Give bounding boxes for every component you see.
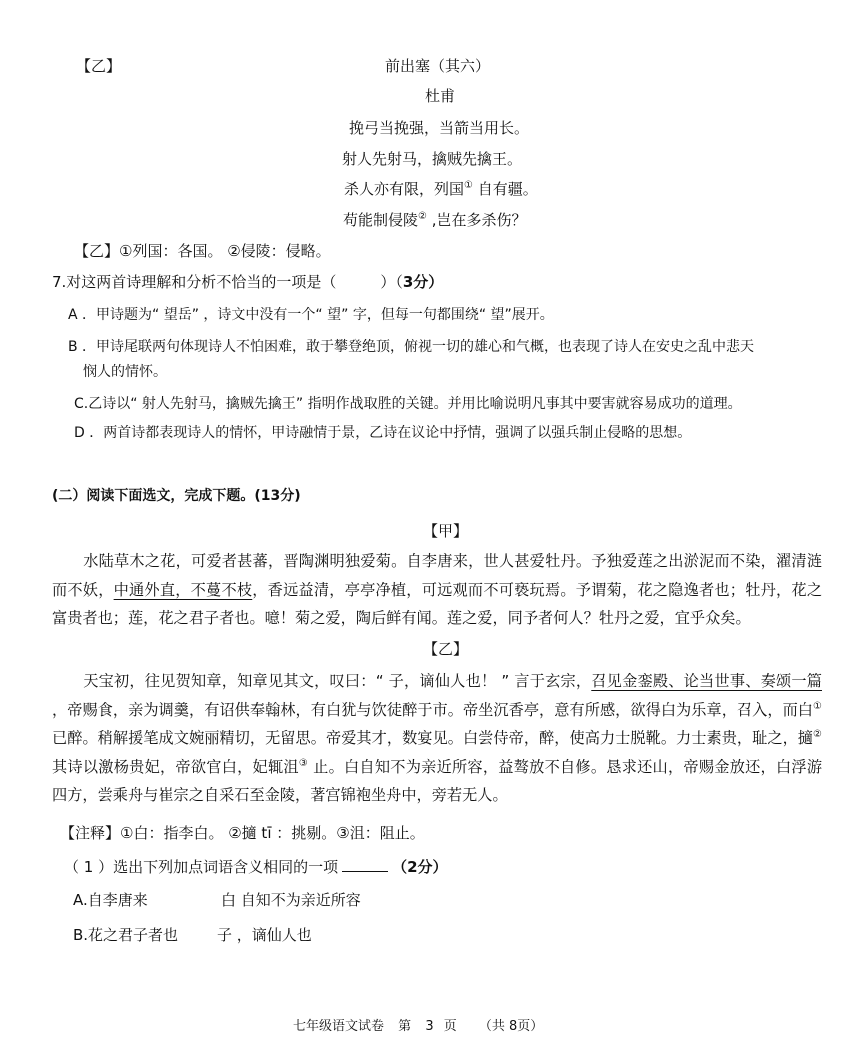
section-label-yi: 【乙】 [76,57,122,75]
footnote-mark: ③ [298,757,309,769]
section-2-heading: (二）阅读下面选文，完成下题。(13分) [52,488,301,504]
poem-line-3-text-a: 杀人亦有限，列国 [344,180,465,198]
footnote-mark: ② [813,728,822,740]
footer-page-total: （共 8页） [478,1019,544,1034]
passage-yi-text-5: 止。白自知不为亲近所容，益骜放不自修。恳求还山，帝赐金放还，白浮游四方，尝乘舟与崔宗之自采石至金陵，著宫锦袍坐舟中，旁若无人。 [52,757,823,804]
poem-line-4-text-b: ,岂在多杀伤？ [426,211,527,229]
section-label-jia: 【甲】 [423,522,469,540]
option-c: C.乙诗以“ 射人先射马，擒贼先擒王” 指明作战取胜的关键。并用比喻说明凡事其中要害就容易成功的道理。 [74,396,742,412]
passage-yi-text-2: ，帝赐食，亲为调羹，有诏供奉翰林，有白犹与饮徒醉于市。帝坐沉香亭，意有所感，欲得白为乐章，召入，而白 [52,700,814,719]
question-7-text: 7.对这两首诗理解和分析不恰当的一项是（ [52,273,337,291]
poem-line-4-text-a: 苟能制侵陵 [343,211,419,229]
footer-page-number: 3 [425,1019,434,1034]
choice-a-right: 白 自知不为亲近所容 [221,891,361,909]
footnote-mark: ① [813,700,822,712]
passage-yi-text-4: 其诗以激杨贵妃，帝欲官白，妃辄沮 [52,757,299,776]
option-a: A ．甲诗题为“ 望岳” ，诗文中没有一个“ 望” 字，但每一句都围绕“ 望”展开。 [68,307,554,323]
footnote-mark: ① [464,180,473,191]
annotation: 【注释】①白：指李白。 ②擿 tī ：挑剔。③沮：阻止。 [60,824,425,842]
page-footer [293,1015,543,1034]
poem-author: 杜甫 [425,87,456,105]
answer-blank[interactable] [342,871,388,872]
underlined-phrase: 中通外直，不蔓不枝 [113,580,253,599]
choice-b-right: 子 ，谪仙人也 [217,926,312,944]
choice-a-left: A.自李唐来 [73,891,148,909]
poem-line-3 [344,178,538,199]
sub-question-1 [64,856,448,877]
footer-page-unit: 页 [443,1019,457,1034]
passage-yi [52,667,822,810]
choice-b-left: B.花之君子者也 [73,926,179,944]
section-label-yi-2: 【乙】 [423,640,469,658]
option-b-line-1: B ．甲诗尾联两句体现诗人不怕困难，敢于攀登绝顶，俯视一切的雄心和气概，也表现了诗人在安史之乱中悲天 [68,339,755,355]
passage-jia-text-2: ，香远益清，亭亭净植，可远观而不可亵玩焉。予谓菊，花之隐逸者也；牡丹，花之富贵者也；莲，花之君子者也。噫！菊之爱，陶后鲜有闻。莲之爱，同予者何人？牡丹之爱，宜乎众矣。 [52,580,823,627]
poem-line-1: 挽弓当挽强，当箭当用长。 [349,119,530,137]
question-7-score: 3分） [402,273,444,291]
poem-title: 前出塞（其六） [385,57,491,75]
sub-question-1-score: （2分） [392,858,448,876]
question-7-paren: ）（ [380,273,403,291]
footer-page-label: 第 [398,1019,412,1034]
option-b-line-2: 悯人的情怀。 [83,364,167,380]
passage-jia [52,547,822,633]
footer-title: 七年级语文试卷 [293,1019,385,1034]
question-7-stem [52,271,443,292]
passage-jia-text-1: 水陆草木之花，可爱者甚蕃，晋陶渊明独爱菊。自李唐来，世人甚爱牡丹。予独爱莲之出淤泥而不染，濯清涟而不妖， [52,552,822,599]
poem-line-3-text-b: 自有疆。 [472,180,538,198]
footnote-mark: ② [418,211,427,222]
sub-question-1-text: （ 1 ）选出下列加点词语含义相同的一项 [64,858,339,876]
passage-yi-text-3: 已醉。稍解援笔成文婉丽精切，无留思。帝爱其才，数宴见。白尝侍帝，醉，使高力士脱靴。力士素贵，耻之，擿 [52,729,814,747]
poem-notes: 【乙】①列国：各国。 ②侵陵：侵略。 [74,242,331,260]
option-d: D ．两首诗都表现诗人的情怀，甲诗融情于景，乙诗在议论中抒情，强调了以强兵制止侵略的思想。 [74,425,692,441]
underlined-phrase: 召见金銮殿、论当世事、奏颂一篇 [591,672,822,690]
poem-line-2: 射人先射马，擒贼先擒王。 [342,150,523,168]
poem-line-4 [343,209,527,230]
passage-yi-text-1: 天宝初，往见贺知章，知章见其文，叹曰：“ 子，谪仙人也！ ” 言于玄宗， [83,672,592,690]
